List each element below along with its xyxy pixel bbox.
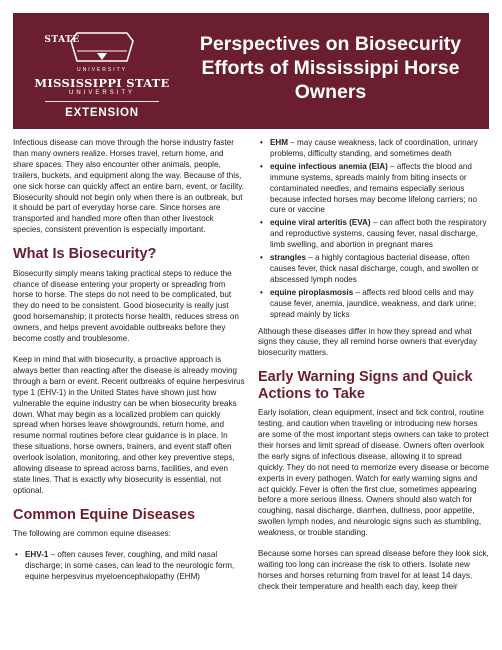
bullet-icon: • — [260, 161, 263, 171]
header-banner — [13, 13, 489, 129]
heading-what-is-biosecurity: What Is Biosecurity? — [13, 246, 157, 263]
disease-desc: – a highly contagious bacterial disease, often causes fever, thick nasal discharge, cough, and swollen or abscessed lymph nodes — [270, 253, 479, 284]
seal-university-text: UNIVERSITY — [76, 67, 127, 73]
list-item — [258, 218, 490, 251]
disease-desc: – can affect both the respiratory and reproductive systems, causing fever, nasal discharge, limb swelling, and abortion in pregnant mares — [270, 218, 487, 250]
heading-early-warning-signs: Early Warning Signs and Quick Actions to Take — [258, 369, 473, 402]
list-item — [13, 550, 245, 583]
bullet-icon: • — [260, 138, 263, 147]
diseases-intro: The following are common equine diseases: — [13, 529, 171, 539]
disease-term: equine viral arteritis (EVA) — [270, 218, 371, 228]
right-column — [258, 138, 490, 603]
disease-list-left — [13, 550, 245, 583]
disease-term: EHM — [270, 138, 288, 147]
msu-extension-logo — [27, 29, 177, 125]
document-title: Perspectives on Biosecurity Efforts of Mississippi Horse Owners — [199, 33, 462, 103]
logo-divider — [45, 101, 159, 102]
bullet-icon: • — [260, 253, 263, 263]
left-column — [13, 138, 245, 585]
extension-label: EXTENSION — [65, 107, 139, 119]
list-item — [258, 253, 490, 286]
disease-list-right — [258, 138, 490, 321]
bullet-icon: • — [15, 550, 18, 560]
disease-desc: – may cause weakness, lack of coordination, urinary problems, difficulty standing, and sometimes death — [270, 138, 478, 158]
warning-paragraph-2: Because some horses can spread disease before they look sick, waiting too long can increase the risk to others. Isolate new horses and horses returning from travel for at least 14 days, check their temperature and health each day, keep their — [258, 549, 489, 591]
intro-paragraph: Infectious disease can move through the horse industry faster than many owners realize. Horses travel, return home, and share spaces. They also encounter other animals, people, trailers, buckets, and equipment along the way. Because of this, one sick horse can quickly affect an entire barn, event, or facility. Biosecurity should not begin only when there is an outbreak, but it should be part of everyday horse care. Since horses are transported and handled more often than other livestock species, consistent prevention is especially important. — [13, 138, 244, 235]
heading-common-equine-diseases: Common Equine Diseases — [13, 506, 196, 523]
list-item — [258, 288, 490, 321]
diseases-outro: Although these diseases differ in how they spread and what signs they cause, they all remind horse owners that everyday biosecurity matters. — [258, 326, 478, 358]
university-name: MISSISSIPPI STATE — [34, 76, 170, 90]
disease-desc: – affects red blood cells and may cause fever, anemia, jaundice, weakness, and dark urine; spread mainly by ticks — [270, 287, 477, 319]
biosecurity-paragraph-2: Keep in mind that with biosecurity, a proactive approach is always better than reacting after the disease is already moving through a barn or event. Recent outbreaks of equine herpesvirus type 1 (EHV-1) in the United States have shown just how vulnerable the equine industry can be when biosecurity breaks down. What may begin as a localized problem can quickly spread when horses leave showgrounds, return home, and resume normal routines before clear guidance is in place. In these situations, horse owners, trainers, and event staff often overlook isolation, monitoring, and other key preventive steps, allowing disease to spread across barns, facilities, and even state lines. That is exactly why biosecurity is essential, not optional. — [13, 355, 245, 495]
list-item — [258, 138, 490, 160]
biosecurity-paragraph-1: Biosecurity simply means taking practical steps to reduce the chance of disease entering your property or spreading from horse to horse. The steps do not need to be complicated, but they do need to be consistent. Good biosecurity is really just good horsemanship; it protects horse health, reduces stress on owners, and helps prevent avoidable outbreaks before they become costly and troublesome. — [13, 268, 239, 344]
disease-term: equine infectious anemia (EIA) — [270, 161, 388, 171]
university-label: UNIVERSITY — [68, 90, 135, 96]
disease-term: EHV-1 — [25, 550, 49, 560]
list-item — [258, 162, 490, 217]
disease-desc: – affects the blood and immune systems, spreads mainly from biting insects or contaminated needles, and remains especially serious because infected horses may become lifelong carriers; no cure or vaccine — [270, 161, 477, 215]
disease-term: equine piroplasmosis — [270, 287, 354, 297]
warning-paragraph-1: Early isolation, clean equipment, insect and tick control, routine testing, and caution when traveling or introducing new horses are some of the most important steps owners can take to protect their horses and limit spread of disease. Owners often overlook the early signs of infectious disease, allowing it to spread quickly. They do not need to memorize every disease or become experts in every pathogen. Watch for early warning signs and act quickly. Fever is often the first clue, sometimes appearing before a more serious illness. Owners should also watch for coughing, nasal discharge, diarrhea, dullness, poor appetite, swollen lymph nodes, and neurologic signs such as stumbling, weakness, or trouble standing. — [258, 408, 489, 538]
bullet-icon: • — [260, 218, 263, 228]
bullet-icon: • — [260, 287, 263, 297]
disease-term: strangles — [270, 253, 306, 263]
disease-desc: – often causes fever, coughing, and mild nasal discharge; in some cases, can lead to the neurologic form, equine herpesvirus myeloencephalopathy (EHM) — [25, 550, 235, 581]
seal-text: STATE — [44, 35, 80, 45]
